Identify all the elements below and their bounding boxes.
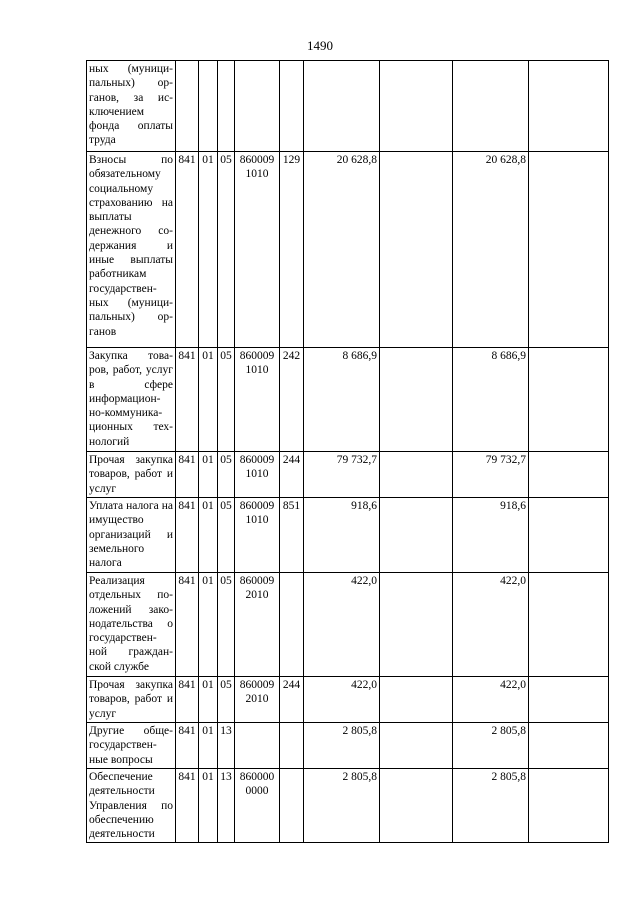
cell-target-article: 860009 1010 (235, 498, 280, 573)
cell-col8: 422,0 (453, 573, 529, 677)
cell-total (304, 61, 380, 152)
cell-section (199, 61, 218, 152)
cell-name: Реализация отдельных по-ложений зако-нодательства о государствен-ной граждан-ской службе (87, 573, 176, 677)
table-row (87, 769, 609, 843)
cell-total: 422,0 (304, 677, 380, 723)
cell-col7 (380, 348, 453, 452)
cell-section: 01 (199, 348, 218, 452)
cell-col8: 79 732,7 (453, 452, 529, 498)
cell-target-article: 860000 0000 (235, 769, 280, 843)
cell-ministry (176, 61, 199, 152)
cell-col7 (380, 769, 453, 843)
cell-expense-type (280, 723, 304, 769)
cell-total: 8 686,9 (304, 348, 380, 452)
cell-ministry: 841 (176, 152, 199, 348)
cell-section: 01 (199, 723, 218, 769)
table-row (87, 573, 609, 677)
cell-section: 01 (199, 152, 218, 348)
cell-col9 (529, 769, 609, 843)
cell-section: 01 (199, 573, 218, 677)
table-row (87, 723, 609, 769)
cell-col7 (380, 677, 453, 723)
table-row (87, 677, 609, 723)
cell-col7 (380, 498, 453, 573)
cell-ministry: 841 (176, 348, 199, 452)
cell-section: 01 (199, 498, 218, 573)
cell-subsection: 05 (218, 573, 235, 677)
cell-subsection: 13 (218, 723, 235, 769)
cell-col7 (380, 152, 453, 348)
cell-total: 20 628,8 (304, 152, 380, 348)
cell-col8: 2 805,8 (453, 723, 529, 769)
cell-total: 422,0 (304, 573, 380, 677)
cell-name: ных (муници-пальных) ор-ганов, за ис-ключением фонда оплаты труда (87, 61, 176, 152)
cell-name: Закупка това-ров, работ, услуг в сфере информацион-но-коммуника-ционных тех-нологий (87, 348, 176, 452)
cell-subsection: 05 (218, 452, 235, 498)
cell-col9 (529, 348, 609, 452)
cell-total: 2 805,8 (304, 769, 380, 843)
cell-ministry: 841 (176, 498, 199, 573)
cell-col9 (529, 723, 609, 769)
cell-col7 (380, 61, 453, 152)
cell-name: Прочая закупка товаров, работ и услуг (87, 452, 176, 498)
cell-target-article (235, 61, 280, 152)
cell-expense-type (280, 61, 304, 152)
cell-col8: 8 686,9 (453, 348, 529, 452)
cell-subsection (218, 61, 235, 152)
cell-target-article: 860009 2010 (235, 677, 280, 723)
cell-col9 (529, 152, 609, 348)
cell-section: 01 (199, 677, 218, 723)
cell-section: 01 (199, 452, 218, 498)
cell-name: Прочая закупка товаров, работ и услуг (87, 677, 176, 723)
cell-target-article (235, 723, 280, 769)
cell-col8: 2 805,8 (453, 769, 529, 843)
cell-col8 (453, 61, 529, 152)
cell-name: Уплата налога на имущество организаций и земельного налога (87, 498, 176, 573)
cell-ministry: 841 (176, 769, 199, 843)
cell-col9 (529, 61, 609, 152)
table-body (87, 61, 609, 843)
cell-subsection: 05 (218, 677, 235, 723)
table-row (87, 498, 609, 573)
cell-col7 (380, 723, 453, 769)
cell-expense-type: 244 (280, 677, 304, 723)
cell-expense-type (280, 769, 304, 843)
table-row (87, 348, 609, 452)
cell-expense-type: 244 (280, 452, 304, 498)
cell-section: 01 (199, 769, 218, 843)
cell-expense-type: 242 (280, 348, 304, 452)
cell-target-article: 860009 1010 (235, 152, 280, 348)
cell-col7 (380, 573, 453, 677)
cell-col9 (529, 677, 609, 723)
cell-target-article: 860009 1010 (235, 348, 280, 452)
cell-col9 (529, 452, 609, 498)
cell-col8: 918,6 (453, 498, 529, 573)
page-number: 1490 (307, 38, 333, 53)
cell-total: 918,6 (304, 498, 380, 573)
table-row (87, 152, 609, 348)
cell-subsection: 05 (218, 498, 235, 573)
table-row (87, 61, 609, 152)
budget-table (86, 60, 609, 843)
cell-expense-type (280, 573, 304, 677)
cell-ministry: 841 (176, 677, 199, 723)
cell-name: Другие обще-государствен-ные вопросы (87, 723, 176, 769)
cell-target-article: 860009 1010 (235, 452, 280, 498)
cell-subsection: 05 (218, 152, 235, 348)
cell-subsection: 13 (218, 769, 235, 843)
cell-col9 (529, 498, 609, 573)
cell-name: Взносы по обязательному социальному страхованию на выплаты денежного со-держания и иные выплаты работникам государствен-ных (муници-пальных) ор-ганов (87, 152, 176, 348)
cell-col8: 20 628,8 (453, 152, 529, 348)
table-row (87, 452, 609, 498)
cell-target-article: 860009 2010 (235, 573, 280, 677)
cell-col9 (529, 573, 609, 677)
cell-name: Обеспечение деятельности Управления по обеспечению деятельности (87, 769, 176, 843)
cell-expense-type: 129 (280, 152, 304, 348)
cell-ministry: 841 (176, 573, 199, 677)
cell-total: 79 732,7 (304, 452, 380, 498)
cell-ministry: 841 (176, 723, 199, 769)
cell-col8: 422,0 (453, 677, 529, 723)
cell-col7 (380, 452, 453, 498)
cell-ministry: 841 (176, 452, 199, 498)
cell-subsection: 05 (218, 348, 235, 452)
cell-total: 2 805,8 (304, 723, 380, 769)
cell-expense-type: 851 (280, 498, 304, 573)
